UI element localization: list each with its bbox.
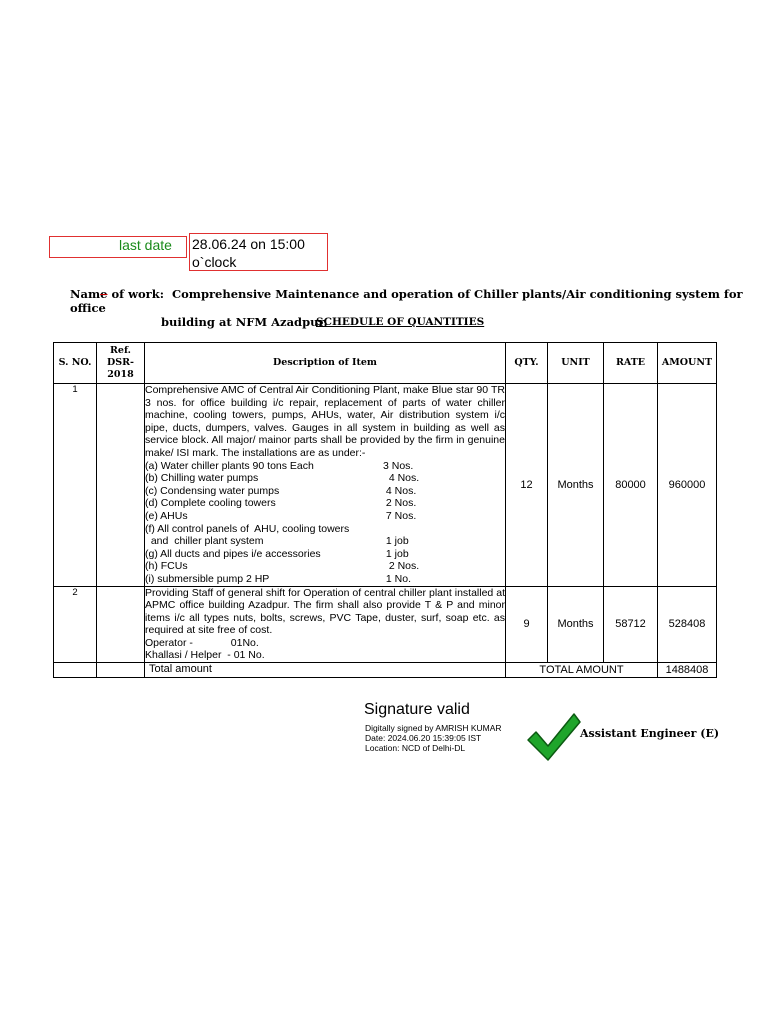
header-ref: Ref. DSR- 2018 (97, 343, 145, 384)
installation-item (145, 523, 505, 536)
row-description (145, 384, 506, 587)
signed-location: Location: NCD of Delhi-DL (365, 743, 466, 753)
total-amount-value: 1488408 (658, 663, 717, 678)
header-unit: UNIT (548, 343, 604, 384)
installation-item-name: and chiller plant system (145, 535, 264, 548)
schedule-table (53, 342, 717, 678)
installation-item-qty: 2 Nos. (383, 497, 417, 510)
total-row (54, 663, 717, 678)
installation-item (145, 510, 505, 523)
total-sno (54, 663, 97, 678)
row-amount: 960000 (658, 384, 717, 587)
installation-item-name: (i) submersible pump 2 HP (145, 572, 270, 585)
table-header-row (54, 343, 717, 384)
row-qty: 12 (506, 384, 548, 587)
installation-item (145, 573, 505, 586)
row-rate: 80000 (604, 384, 658, 587)
header-qty: QTY. (506, 343, 548, 384)
deadline-line-2: o`clock (192, 254, 237, 270)
work-line-1: Comprehensive Maintenance and operation of Chiller plants/Air conditioning system for office (70, 287, 743, 315)
installation-list (145, 460, 505, 586)
staff-helper: Khallasi / Helper - 01 No. (145, 649, 265, 662)
row-ref (97, 384, 145, 587)
installation-item-qty: 1 job (383, 535, 409, 548)
last-date-label: last date (119, 237, 172, 253)
row-description (145, 586, 506, 663)
work-label: Name of work: (70, 287, 164, 301)
table-row (54, 384, 717, 587)
row-ref (97, 586, 145, 663)
installation-item-qty: 7 Nos. (383, 509, 417, 522)
installation-item-qty: 4 Nos. (383, 472, 420, 485)
deadline-datetime (189, 233, 328, 271)
header-amount: AMOUNT (658, 343, 717, 384)
installation-item-name: (d) Complete cooling towers (145, 497, 276, 510)
row-unit: Months (548, 384, 604, 587)
signed-date: Date: 2024.06.20 15:39:05 IST (365, 733, 482, 743)
installation-item-name: (e) AHUs (145, 509, 188, 522)
installation-item (145, 548, 505, 561)
total-ref (97, 663, 145, 678)
designation: Assistant Engineer (E) (580, 727, 720, 740)
work-line-2: building at NFM Azadpur. (161, 315, 328, 329)
schedule-title: SCHEDULE OF QUANTITIES (316, 316, 485, 328)
signed-by: Digitally signed by AMRISH KUMAR (365, 723, 502, 733)
installation-item (145, 560, 505, 573)
check-icon (526, 710, 582, 762)
installation-item (145, 472, 505, 485)
row-description-text: Comprehensive AMC of Central Air Conditioning Plant, make Blue star 90 TR 3 nos. for office building i/c repair, replacement of parts of water chiller machine, cooling towers, pumps, AHUs, water, Air distribution system i/c pipe, ducts, dumpers, valves. Gauges in all system in building as well as service block. All major/ mainor parts shall be provided by the firm in genuine make/ ISI mark. The installations are as under:- (145, 384, 505, 459)
installation-item-name: (f) All control panels of AHU, cooling towers (145, 522, 350, 535)
installation-item (145, 497, 505, 510)
installation-item-name: (a) Water chiller plants 90 tons Each (145, 459, 314, 472)
row-description-text: Providing Staff of general shift for Operation of central chiller plant installed at APMC office building Azadpur. The firm shall also provide T & P and minor items i/c all types nuts, bolts, screws, PVC Tape, duster, surf, soap etc. as required at site free of cost. (145, 586, 505, 637)
installation-item-qty: 1 job (383, 547, 409, 560)
row-unit: Months (548, 586, 604, 663)
header-sno: S. NO. (54, 343, 97, 384)
installation-item-name: (c) Condensing water pumps (145, 484, 280, 497)
row-sno: 2 (54, 586, 97, 663)
header-rate: RATE (604, 343, 658, 384)
installation-item-qty: 4 Nos. (383, 484, 417, 497)
staff-operator: Operator - 01No. (145, 636, 259, 649)
installation-item (145, 460, 505, 473)
installation-item-name: (g) All ducts and pipes i/e accessories (145, 547, 321, 560)
row-qty: 9 (506, 586, 548, 663)
installation-item-name: (h) FCUs (145, 560, 188, 573)
installation-item-qty: 2 Nos. (383, 560, 420, 573)
row-sno: 1 (54, 384, 97, 587)
total-label: Total amount (145, 663, 506, 678)
installation-item-name: (b) Chilling water pumps (145, 472, 259, 485)
row-amount: 528408 (658, 586, 717, 663)
signature-details (365, 723, 502, 753)
table-row (54, 586, 717, 663)
signature-status: Signature valid (364, 701, 470, 718)
installation-item-qty: 1 No. (383, 572, 412, 585)
deadline-line-1: 28.06.24 on 15:00 (192, 236, 305, 252)
installation-item (145, 535, 505, 548)
header-description: Description of Item (145, 343, 506, 384)
installation-item-qty: 3 Nos. (383, 459, 414, 472)
installation-item (145, 485, 505, 498)
total-amount-label: TOTAL AMOUNT (506, 663, 658, 678)
row-rate: 58712 (604, 586, 658, 663)
